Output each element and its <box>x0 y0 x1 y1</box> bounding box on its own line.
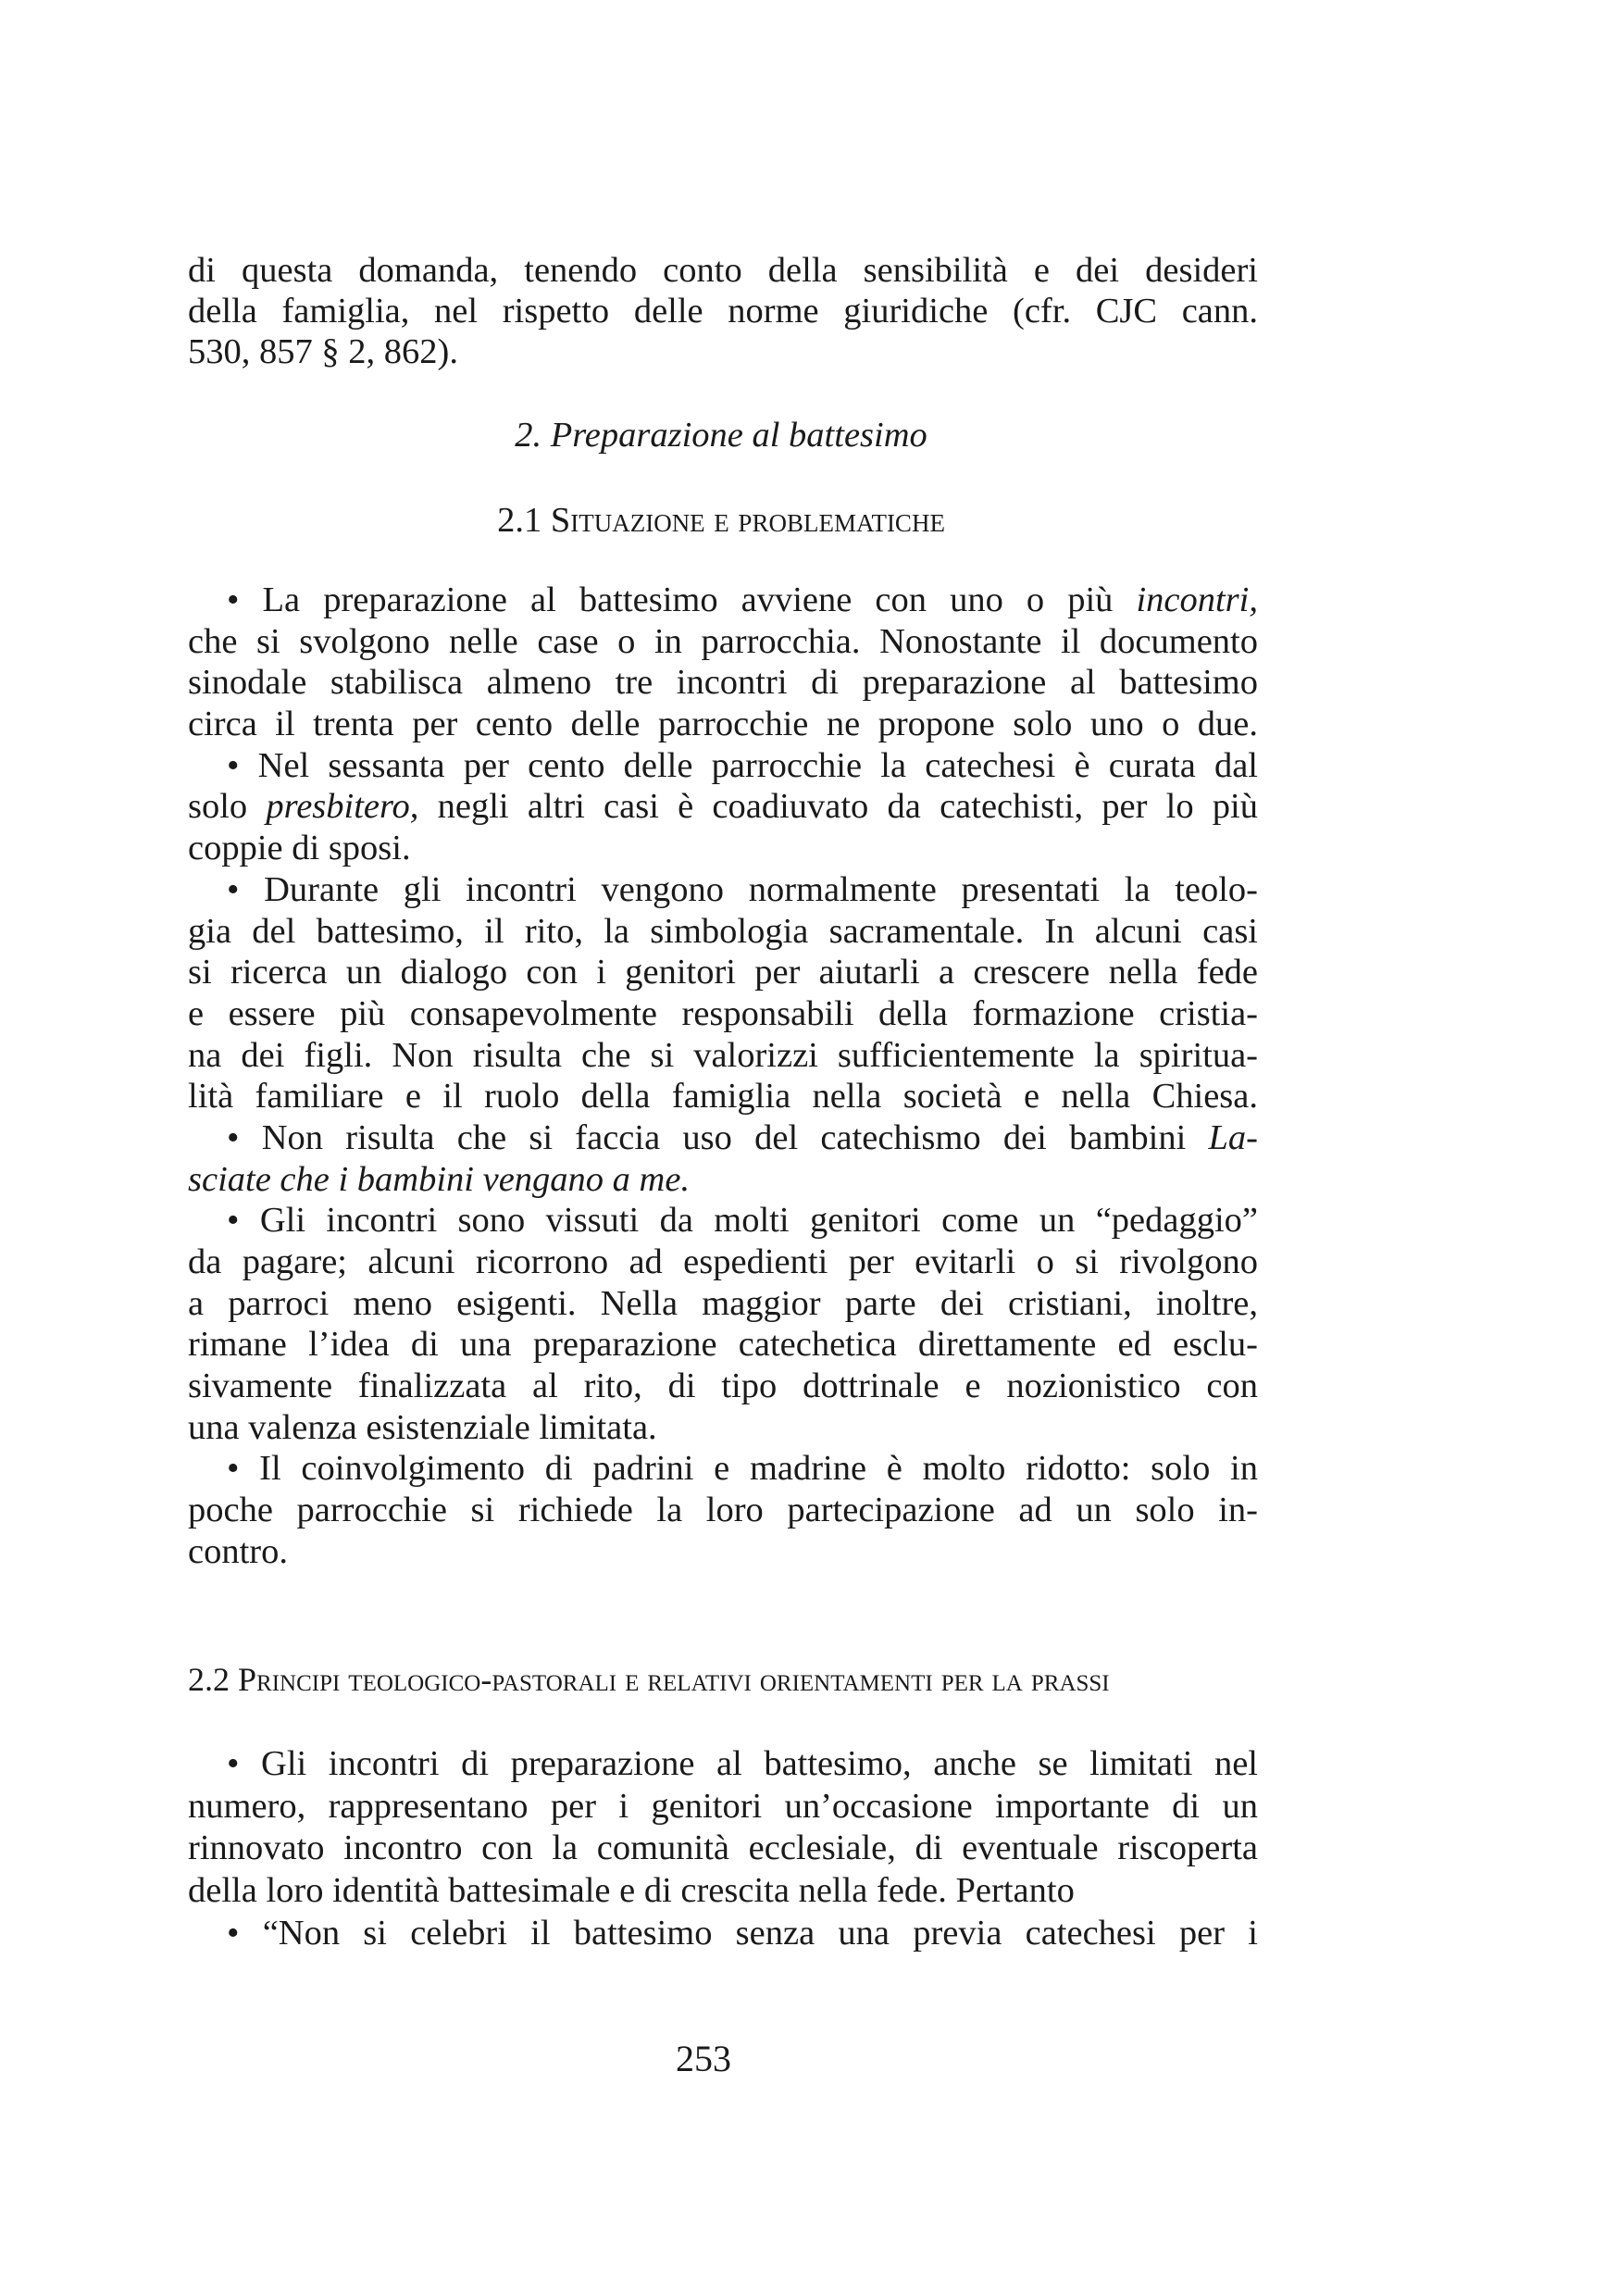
text-span: • Nel sessanta per cento delle parrocchie la catechesi è curata dal <box>227 745 1258 785</box>
text-span: circa il trenta per cento delle parrocchie ne propone solo uno o due. <box>188 705 1258 744</box>
text-line <box>188 1283 1258 1325</box>
text-line <box>188 1035 1258 1077</box>
text-line <box>188 1117 1258 1159</box>
text-span: da pagare; alcuni ricorrono ad espedienti per evitarli o si rivolgono <box>188 1242 1258 1281</box>
text-line <box>188 1828 1258 1870</box>
text-span: a parroci meno esigenti. Nella maggior parte dei cristiani, inoltre, <box>188 1283 1258 1323</box>
text-span: negli altri casi è coadiuvato da catechisti, per lo più <box>418 787 1258 827</box>
text-line <box>188 1870 1258 1913</box>
text-span: numero, rappresentano per i genitori un’occasione importante di un <box>188 1786 1258 1826</box>
text-span: • La preparazione al battesimo avviene con uno o più <box>227 580 1137 619</box>
text-span: • Gli incontri di preparazione al battesimo, anche se limitati nel <box>227 1744 1258 1783</box>
text-span: e essere più consapevolmente responsabili della formazione cristia- <box>188 993 1258 1033</box>
italic-text: incontri, <box>1136 580 1258 619</box>
text-span: rinnovato incontro con la comunità ecclesiale, di eventuale riscoperta <box>188 1828 1258 1868</box>
text-line <box>188 869 1258 911</box>
page-number: 253 <box>676 2038 731 2079</box>
text-line <box>188 662 1258 704</box>
text-line <box>188 291 1258 331</box>
text-line <box>188 745 1258 787</box>
text-line <box>188 1076 1258 1117</box>
text-span: 530, 857 § 2, 862). <box>188 332 458 371</box>
text-line <box>188 993 1258 1035</box>
text-span: lità familiare e il ruolo della famiglia nella società e nella Chiesa. <box>188 1077 1258 1117</box>
text-line <box>188 580 1258 621</box>
text-span: si ricerca un dialogo con i genitori per aiutarli a crescere nella fede <box>188 953 1258 992</box>
subsection-2-title: 2.2 Principi teologico-pastorali e relativi orientamenti per la prassi <box>188 1661 1110 1698</box>
text-line <box>188 1913 1258 1955</box>
text-line <box>188 1786 1258 1828</box>
intro-paragraph <box>188 250 1258 372</box>
italic-text: La- <box>1208 1117 1258 1157</box>
text-line <box>188 1407 1258 1449</box>
text-line <box>188 331 1258 372</box>
text-span: contro. <box>188 1531 288 1571</box>
text-line <box>188 828 1258 869</box>
text-span: • “Non si celebri il battesimo senza una previa catechesi per i <box>227 1913 1258 1953</box>
text-line <box>188 1490 1258 1531</box>
text-span: sivamente finalizzata al rito, di tipo dottrinale e nozionistico con <box>188 1366 1258 1406</box>
italic-text: presbitero, <box>266 787 419 827</box>
text-span: solo <box>188 787 267 827</box>
subsection-2-body <box>188 1743 1258 1954</box>
text-span: poche parrocchie si richiede la loro partecipazione ad un solo in- <box>188 1491 1258 1530</box>
text-line <box>188 1324 1258 1366</box>
text-span: gia del battesimo, il rito, la simbologia sacramentale. In alcuni casi <box>188 911 1258 951</box>
text-span: • Gli incontri sono vissuti da molti genitori come un “pedaggio” <box>227 1201 1258 1241</box>
text-line <box>188 1743 1258 1786</box>
text-span: na dei figli. Non risulta che si valorizzi sufficientemente la spiritua- <box>188 1035 1258 1075</box>
text-span: della famiglia, nel rispetto delle norme giuridiche (cfr. CJC cann. <box>188 292 1258 331</box>
text-line <box>188 704 1258 745</box>
text-line <box>188 786 1258 828</box>
subsection-1-title: 2.1 Situazione e problematiche <box>497 501 945 540</box>
text-span: una valenza esistenziale limitata. <box>188 1407 657 1447</box>
text-line <box>188 1242 1258 1283</box>
text-line <box>188 621 1258 663</box>
subsection-1-body <box>188 580 1258 1573</box>
text-span: che si svolgono nelle case o in parrocchia. Nonostante il documento <box>188 621 1258 661</box>
text-line <box>188 250 1258 291</box>
text-span: • Non risulta che si faccia uso del catechismo dei bambini <box>227 1117 1209 1157</box>
text-line <box>188 1200 1258 1242</box>
text-line <box>188 952 1258 993</box>
italic-text: sciate che i bambini vengano a me. <box>188 1159 691 1199</box>
text-line <box>188 1159 1258 1201</box>
text-span: di questa domanda, tenendo conto della sensibilità e dei desideri <box>188 251 1258 290</box>
section-title: 2. Preparazione al battesimo <box>515 416 927 455</box>
text-span: rimane l’idea di una preparazione catechetica direttamente ed esclu- <box>188 1325 1258 1365</box>
text-line <box>188 1531 1258 1573</box>
text-span: • Il coinvolgimento di padrini e madrine è molto ridotto: solo in <box>227 1449 1258 1489</box>
text-line <box>188 911 1258 953</box>
text-span: sinodale stabilisca almeno tre incontri di preparazione al battesimo <box>188 663 1258 703</box>
text-span: • Durante gli incontri vengono normalmente presentati la teolo- <box>227 869 1258 909</box>
text-line <box>188 1366 1258 1407</box>
text-line <box>188 1448 1258 1490</box>
text-span: coppie di sposi. <box>188 829 411 868</box>
text-span: della loro identità battesimale e di crescita nella fede. Pertanto <box>188 1871 1075 1911</box>
